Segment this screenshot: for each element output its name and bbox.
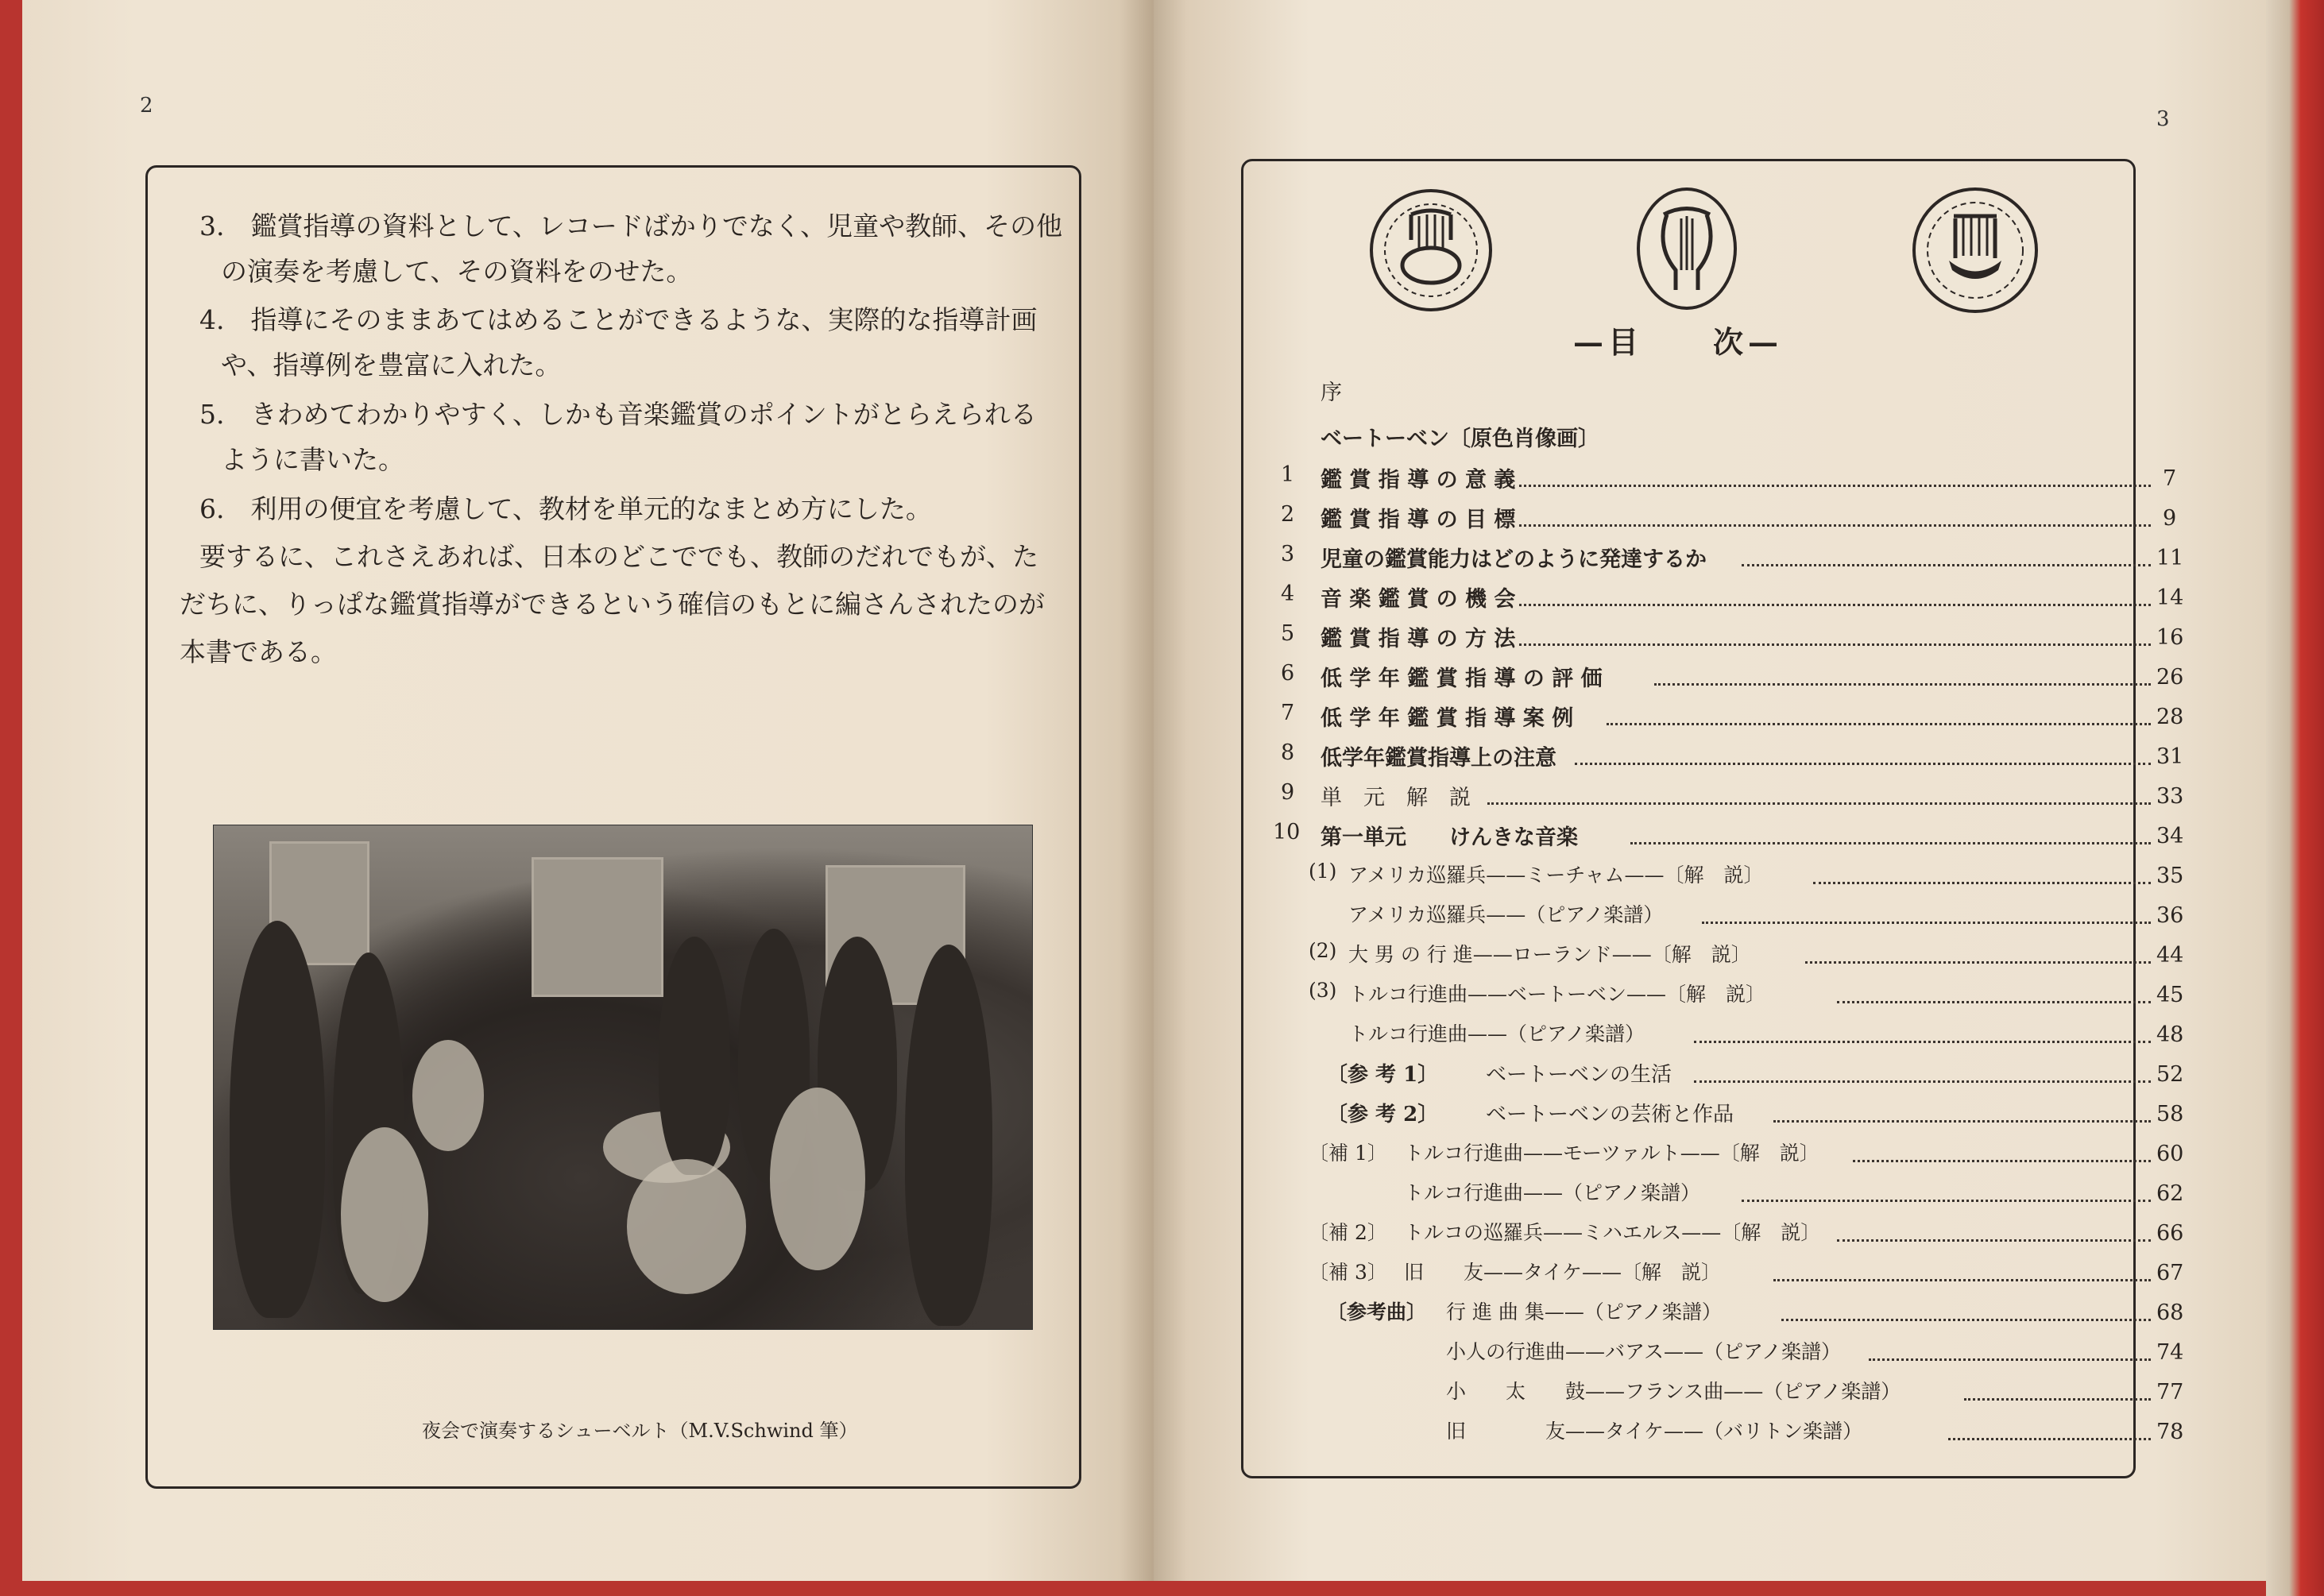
toc-entry[interactable] — [1446, 1416, 1862, 1444]
toc-entry-title: 鑑 賞 指 導 の 意 義 — [1321, 468, 1516, 493]
lyre-coin-icon — [1912, 187, 2038, 313]
toc-entry[interactable] — [1348, 1018, 1645, 1047]
toc-page: 68 — [2156, 1300, 2184, 1325]
toc-entry-number: 〔補 1〕 — [1309, 1142, 1387, 1165]
dot-leader — [1519, 485, 2151, 487]
toc-entry-title: 旧 友——タイケ——〔解 説〕 — [1404, 1261, 1722, 1284]
text-line: 5. きわめてわかりやすく、しかも音楽鑑賞のポイントがとらえられる — [199, 399, 1037, 430]
toc-page: 60 — [2156, 1142, 2184, 1166]
toc-entry-title: ベートーベンの芸術と作品 — [1486, 1103, 1734, 1126]
toc-page: 66 — [2156, 1221, 2184, 1246]
toc-entry-title: 行 進 曲 集——（ピアノ楽譜） — [1446, 1300, 1722, 1324]
toc-entry-title: 旧 友——タイケ——（バリトン楽譜） — [1446, 1420, 1863, 1443]
toc-entry[interactable] — [1446, 1336, 1841, 1365]
text-line: 4. 指導にそのままあてはめることができるような、実際的な指導計画 — [199, 304, 1038, 335]
right-page — [1154, 0, 2266, 1581]
text-line: の演奏を考慮して、その資料をのせた。 — [221, 256, 693, 287]
dot-leader — [1487, 802, 2151, 805]
dot-leader — [1805, 961, 2151, 964]
toc-entry-title: 小 太 鼓——フランス曲——（ピアノ楽譜） — [1446, 1380, 1901, 1403]
dot-leader — [1742, 1200, 2151, 1202]
book-cover-edge — [2266, 0, 2324, 1596]
dot-leader — [1853, 1160, 2151, 1162]
toc-entry-number: 9 — [1281, 780, 1295, 805]
toc-page: 77 — [2156, 1380, 2184, 1405]
dot-leader — [1964, 1398, 2151, 1401]
toc-page: 31 — [2156, 744, 2184, 769]
toc-entry-title: 小人の行進曲——バアス——（ピアノ楽譜） — [1446, 1340, 1842, 1363]
toc-page: 78 — [2156, 1420, 2184, 1444]
toc-entry-number: 4 — [1281, 582, 1295, 606]
text-line: や、指導例を豊富に入れた。 — [221, 350, 562, 381]
toc-page: 7 — [2163, 466, 2177, 491]
toc-page: 34 — [2156, 824, 2184, 848]
toc-entry-title: トルコ行進曲——モーツァルト——〔解 説〕 — [1404, 1142, 1819, 1165]
toc-entry-title: トルコ行進曲——（ピアノ楽譜） — [1404, 1181, 1701, 1204]
toc-page: 11 — [2156, 546, 2184, 570]
dot-leader — [1869, 1358, 2151, 1361]
dot-leader — [1575, 763, 2151, 765]
toc-entry-title: 大 男 の 行 進——ローランド——〔解 説〕 — [1348, 943, 1751, 966]
page-number-left: 2 — [140, 94, 153, 118]
toc-entry-title: 第一単元 けんきな音楽 — [1321, 825, 1578, 850]
dot-leader — [1948, 1438, 2151, 1440]
toc-entry-number: (2) — [1309, 939, 1337, 962]
toc-page: 36 — [2156, 903, 2184, 928]
toc-entry-number: 10 — [1273, 820, 1301, 844]
dot-leader — [1773, 1120, 2151, 1123]
dot-leader — [1837, 1001, 2151, 1003]
toc-page: 9 — [2163, 506, 2177, 531]
toc-entry-title: ベートーベンの生活 — [1486, 1063, 1672, 1087]
toc-entry-number: (3) — [1309, 979, 1337, 1002]
toc-page: 74 — [2156, 1340, 2184, 1365]
toc-page: 35 — [2156, 864, 2184, 888]
toc-page: 14 — [2156, 585, 2184, 610]
toc-entry-title: アメリカ巡羅兵——（ピアノ楽譜） — [1348, 903, 1664, 926]
toc-entry-title: ベートーベン〔原色肖像画〕 — [1321, 427, 1599, 451]
toc-entry-number: 2 — [1281, 502, 1295, 527]
toc-page: 58 — [2156, 1102, 2184, 1126]
text-line: だちに、りっぱな鑑賞指導ができるという確信のもとに編さんされたのが — [180, 589, 1045, 620]
toc-entry[interactable] — [1321, 421, 1599, 452]
left-page — [22, 0, 1154, 1581]
toc-entry-number: 7 — [1281, 701, 1295, 725]
toc-page: 16 — [2156, 625, 2184, 650]
toc-page: 62 — [2156, 1181, 2184, 1206]
lyre-coin-icon — [1637, 187, 1737, 310]
dot-leader — [1607, 723, 2151, 725]
dot-leader — [1773, 1279, 2151, 1281]
toc-page: 52 — [2156, 1062, 2184, 1087]
toc-entry-title: 児童の鑑賞能力はどのように発達するか — [1321, 547, 1707, 572]
toc-entry-title: トルコの巡羅兵——ミハエルス——〔解 説〕 — [1404, 1221, 1821, 1244]
photo-caption: 夜会で演奏するシューベルト（M.V.Schwind 筆） — [422, 1420, 858, 1442]
toc-entry-number: 1 — [1281, 462, 1295, 487]
dot-leader — [1630, 842, 2151, 844]
toc-page: 28 — [2156, 705, 2184, 729]
dot-leader — [1781, 1319, 2151, 1321]
toc-entry-number: 6 — [1281, 661, 1295, 686]
toc-entry-title: 低学年鑑賞指導上の注意 — [1321, 746, 1556, 771]
toc-entry-number: (1) — [1309, 860, 1337, 883]
dot-leader — [1519, 524, 2151, 527]
toc-page: 44 — [2156, 943, 2184, 968]
toc-page: 33 — [2156, 784, 2184, 809]
toc-entry-title: 鑑 賞 指 導 の 方 法 — [1321, 627, 1516, 651]
toc-entry-number: 8 — [1281, 740, 1295, 765]
dot-leader — [1813, 882, 2151, 884]
toc-page: 26 — [2156, 665, 2184, 690]
toc-entry-number: 3 — [1281, 542, 1295, 566]
text-line: 要するに、これさえあれば、日本のどこででも、教師のだれでもが、た — [199, 541, 1038, 572]
text-line: 本書である。 — [180, 636, 337, 667]
toc-entry-number: 〔補 2〕 — [1309, 1221, 1387, 1244]
dot-leader — [1519, 604, 2151, 606]
dot-leader — [1837, 1239, 2151, 1242]
toc-entry-number: 〔参 考 2〕 — [1327, 1103, 1439, 1126]
toc-entry-title: 低 学 年 鑑 賞 指 導 の 評 価 — [1321, 667, 1603, 691]
toc-entry-title: トルコ行進曲——ベートーベン——〔解 説〕 — [1348, 983, 1766, 1006]
toc-entry[interactable] — [1321, 375, 1342, 406]
toc-entry-title: 音 楽 鑑 賞 の 機 会 — [1321, 587, 1516, 612]
toc-page: 48 — [2156, 1022, 2184, 1047]
toc-entry[interactable] — [1446, 1376, 1901, 1405]
dot-leader — [1519, 643, 2151, 646]
dot-leader — [1654, 683, 2151, 686]
toc-page: 45 — [2156, 983, 2184, 1007]
toc-page: 67 — [2156, 1261, 2184, 1285]
toc-entry-number: 〔補 3〕 — [1309, 1261, 1387, 1284]
toc-entry-number: 〔参 考 1〕 — [1327, 1063, 1439, 1087]
toc-entry-title: 低 学 年 鑑 賞 指 導 案 例 — [1321, 706, 1574, 731]
toc-title: —目 次— — [1573, 324, 1784, 360]
text-line: 3. 鑑賞指導の資料として、レコードばかりでなく、児童や教師、その他 — [199, 211, 1063, 242]
toc-entry-title: トルコ行進曲——（ピアノ楽譜） — [1348, 1022, 1645, 1045]
text-line: 6. 利用の便宜を考慮して、教材を単元的なまとめ方にした。 — [199, 493, 932, 524]
text-line: ように書いた。 — [221, 444, 404, 475]
dot-leader — [1694, 1041, 2151, 1043]
toc-entry[interactable] — [1404, 1177, 1700, 1206]
schubert-soiree-illustration — [213, 825, 1033, 1330]
toc-entry-title: アメリカ巡羅兵——ミーチャム——〔解 説〕 — [1348, 864, 1764, 887]
toc-entry-number: 5 — [1281, 621, 1295, 646]
lyre-coin-icon — [1370, 189, 1492, 311]
toc-entry-title: 鑑 賞 指 導 の 目 標 — [1321, 508, 1516, 532]
dot-leader — [1742, 564, 2151, 566]
toc-entry-title: 単 元 解 説 — [1321, 786, 1471, 810]
toc-entry[interactable] — [1348, 899, 1663, 928]
toc-entry-number: 〔参考曲〕 — [1327, 1300, 1427, 1324]
dot-leader — [1694, 1080, 2151, 1083]
page-number-right: 3 — [2156, 107, 2170, 131]
toc-entry-title: 序 — [1321, 381, 1342, 405]
dot-leader — [1702, 922, 2151, 924]
